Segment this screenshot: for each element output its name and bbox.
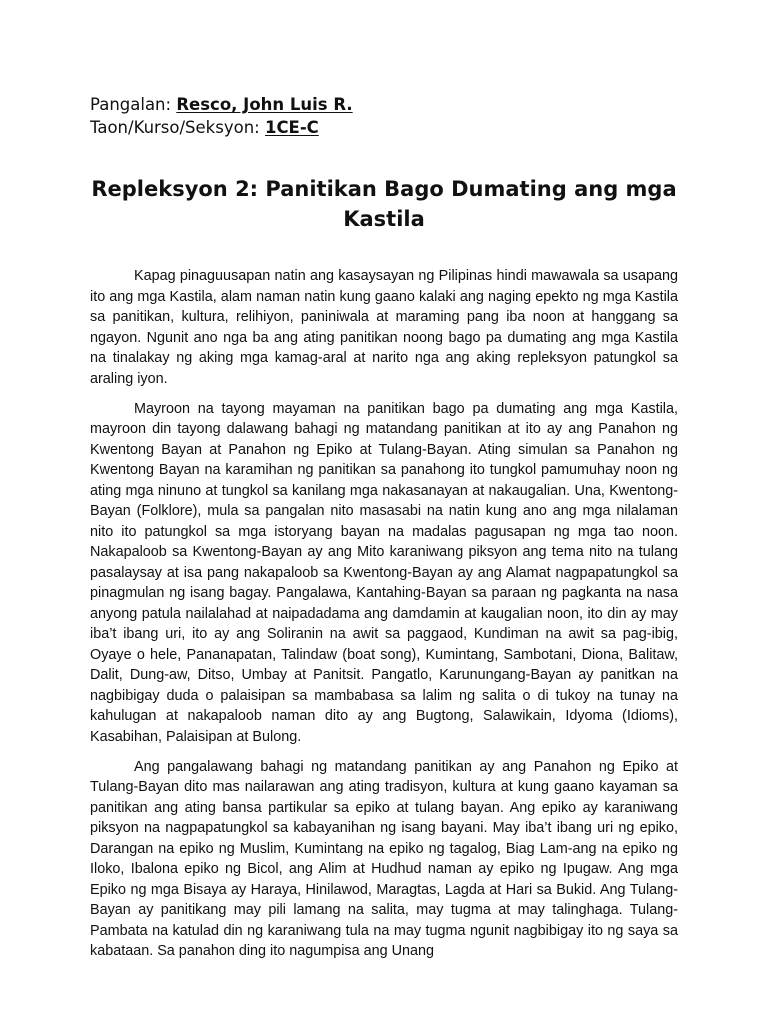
paragraph-2: Mayroon na tayong mayaman na panitikan bago pa dumating ang mga Kastila, mayroon din tayong dalawang bahagi ng matandang panitikan at ito ay ang Panahon ng Kwentong Bayan at Panahon ng Epiko at Tulang-Bayan. Ating simulan sa Panahon ng Kwentong Bayan na karamihan ng panitikan sa panahong ito tungkol pamumuhay noon ng ating mga ninuno at tungkol sa kanilang mga nakasanayan at nakaugalian. Una, Kwentong-Bayan (Folklore), mula sa pangalan nito masasabi na natin kung ano ang mga nilalaman nito ito patungkol sa mga istoryang bayan na madalas pagusapan ng mga tao noon. Nakapaloob sa Kwentong-Bayan ay ang Mito karaniwang piksyon ang tema nito na tulang pasalaysay at isa pang nakapaloob sa Kwentong-Bayan ay ang Alamat nagpapatungkol sa pinagmulan ng isang bagay. Pangalawa, Kantahing-Bayan sa paraan ng pagkanta na nasa anyong patula nailalahad at naipadadama ang damdamin at kaugalian noon, ito din ay may iba’t ibang uri, ito ay ang Soliranin na awit sa paggaod, Kundiman na awit sa pag-ibig, Oyaye o hele, Pananapatan, Talindaw (boat song), Kumintang, Sambotani, Diona, Balitaw, Dalit, Dung-aw, Ditso, Umbay at Panitsit. Pangatlo, Karunungang-Bayan ay panitkan na nagbibigay duda o palaisipan sa mambabasa sa lalim ng salita o di tukoy na tunay na kahulugan at nakapaloob naman dito ay ang Bugtong, Salawikain, Idyoma (Idioms), Kasabihan, Palaisipan at Bulong.: [90, 400, 678, 745]
student-name: Resco, John Luis R.: [176, 95, 353, 114]
section-line: [90, 116, 690, 139]
paragraph-3: Ang pangalawang bahagi ng matandang panitikan ay ang Panahon ng Epiko at Tulang-Bayan dito mas nailarawan ang ating tradisyon, kultura at kung gaano kayaman sa panitikan ang ating bansa partikular sa epiko at tulang bayan. Ang epiko ay karaniwang piksyon na nagpapatungkol sa kabayanihan ng isang bayani. May iba’t ibang uri ng epiko, Darangan na epiko ng Muslim, Kumintang na epiko ng tagalog, Biag Lam-ang na epiko ng Iloko, Ibalona epiko ng Bicol, ang Alim at Hudhud naman ay epiko ng Ipugaw. Ang mga Epiko ng mga Bisaya ay Haraya, Hinilawod, Maragtas, Lagda at Hari sa Bukid. Ang Tulang-Bayan ay panitikang may pili lamang na salita, may tugma at may talinghaga. Tulang-Pambata na katulad din ng karaniwang tula na may tugma ngunit nagbibigay ito ng saya sa kabataan. Sa panahon ding ito nagumpisa ang Unang: [90, 758, 678, 959]
paragraph-1: Kapag pinaguusapan natin ang kasaysayan ng Pilipinas hindi mawawala sa usapang ito ang mga Kastila, alam naman natin kung gaano kalaki ang naging epekto ng mga Kastila sa panitikan, kultura, relihiyon, paniniwala at maraming pang iba noon at hanggang sa ngayon. Ngunit ano nga ba ang ating panitikan noong bago pa dumating ang mga Kastila na tinalakay ng aking mga kamag-aral at narito nga ang aking repleksyon patungkol sa araling iyon.: [90, 268, 678, 387]
document-body: [90, 266, 678, 971]
name-line: [90, 93, 690, 116]
section-label: Taon/Kurso/Seksyon:: [90, 118, 265, 137]
name-label: Pangalan:: [90, 95, 177, 114]
document-title: Repleksyon 2: Panitikan Bago Dumating ang mga Kastila: [91, 177, 677, 231]
student-section: 1CE-C: [264, 118, 319, 137]
student-info: [90, 93, 690, 139]
